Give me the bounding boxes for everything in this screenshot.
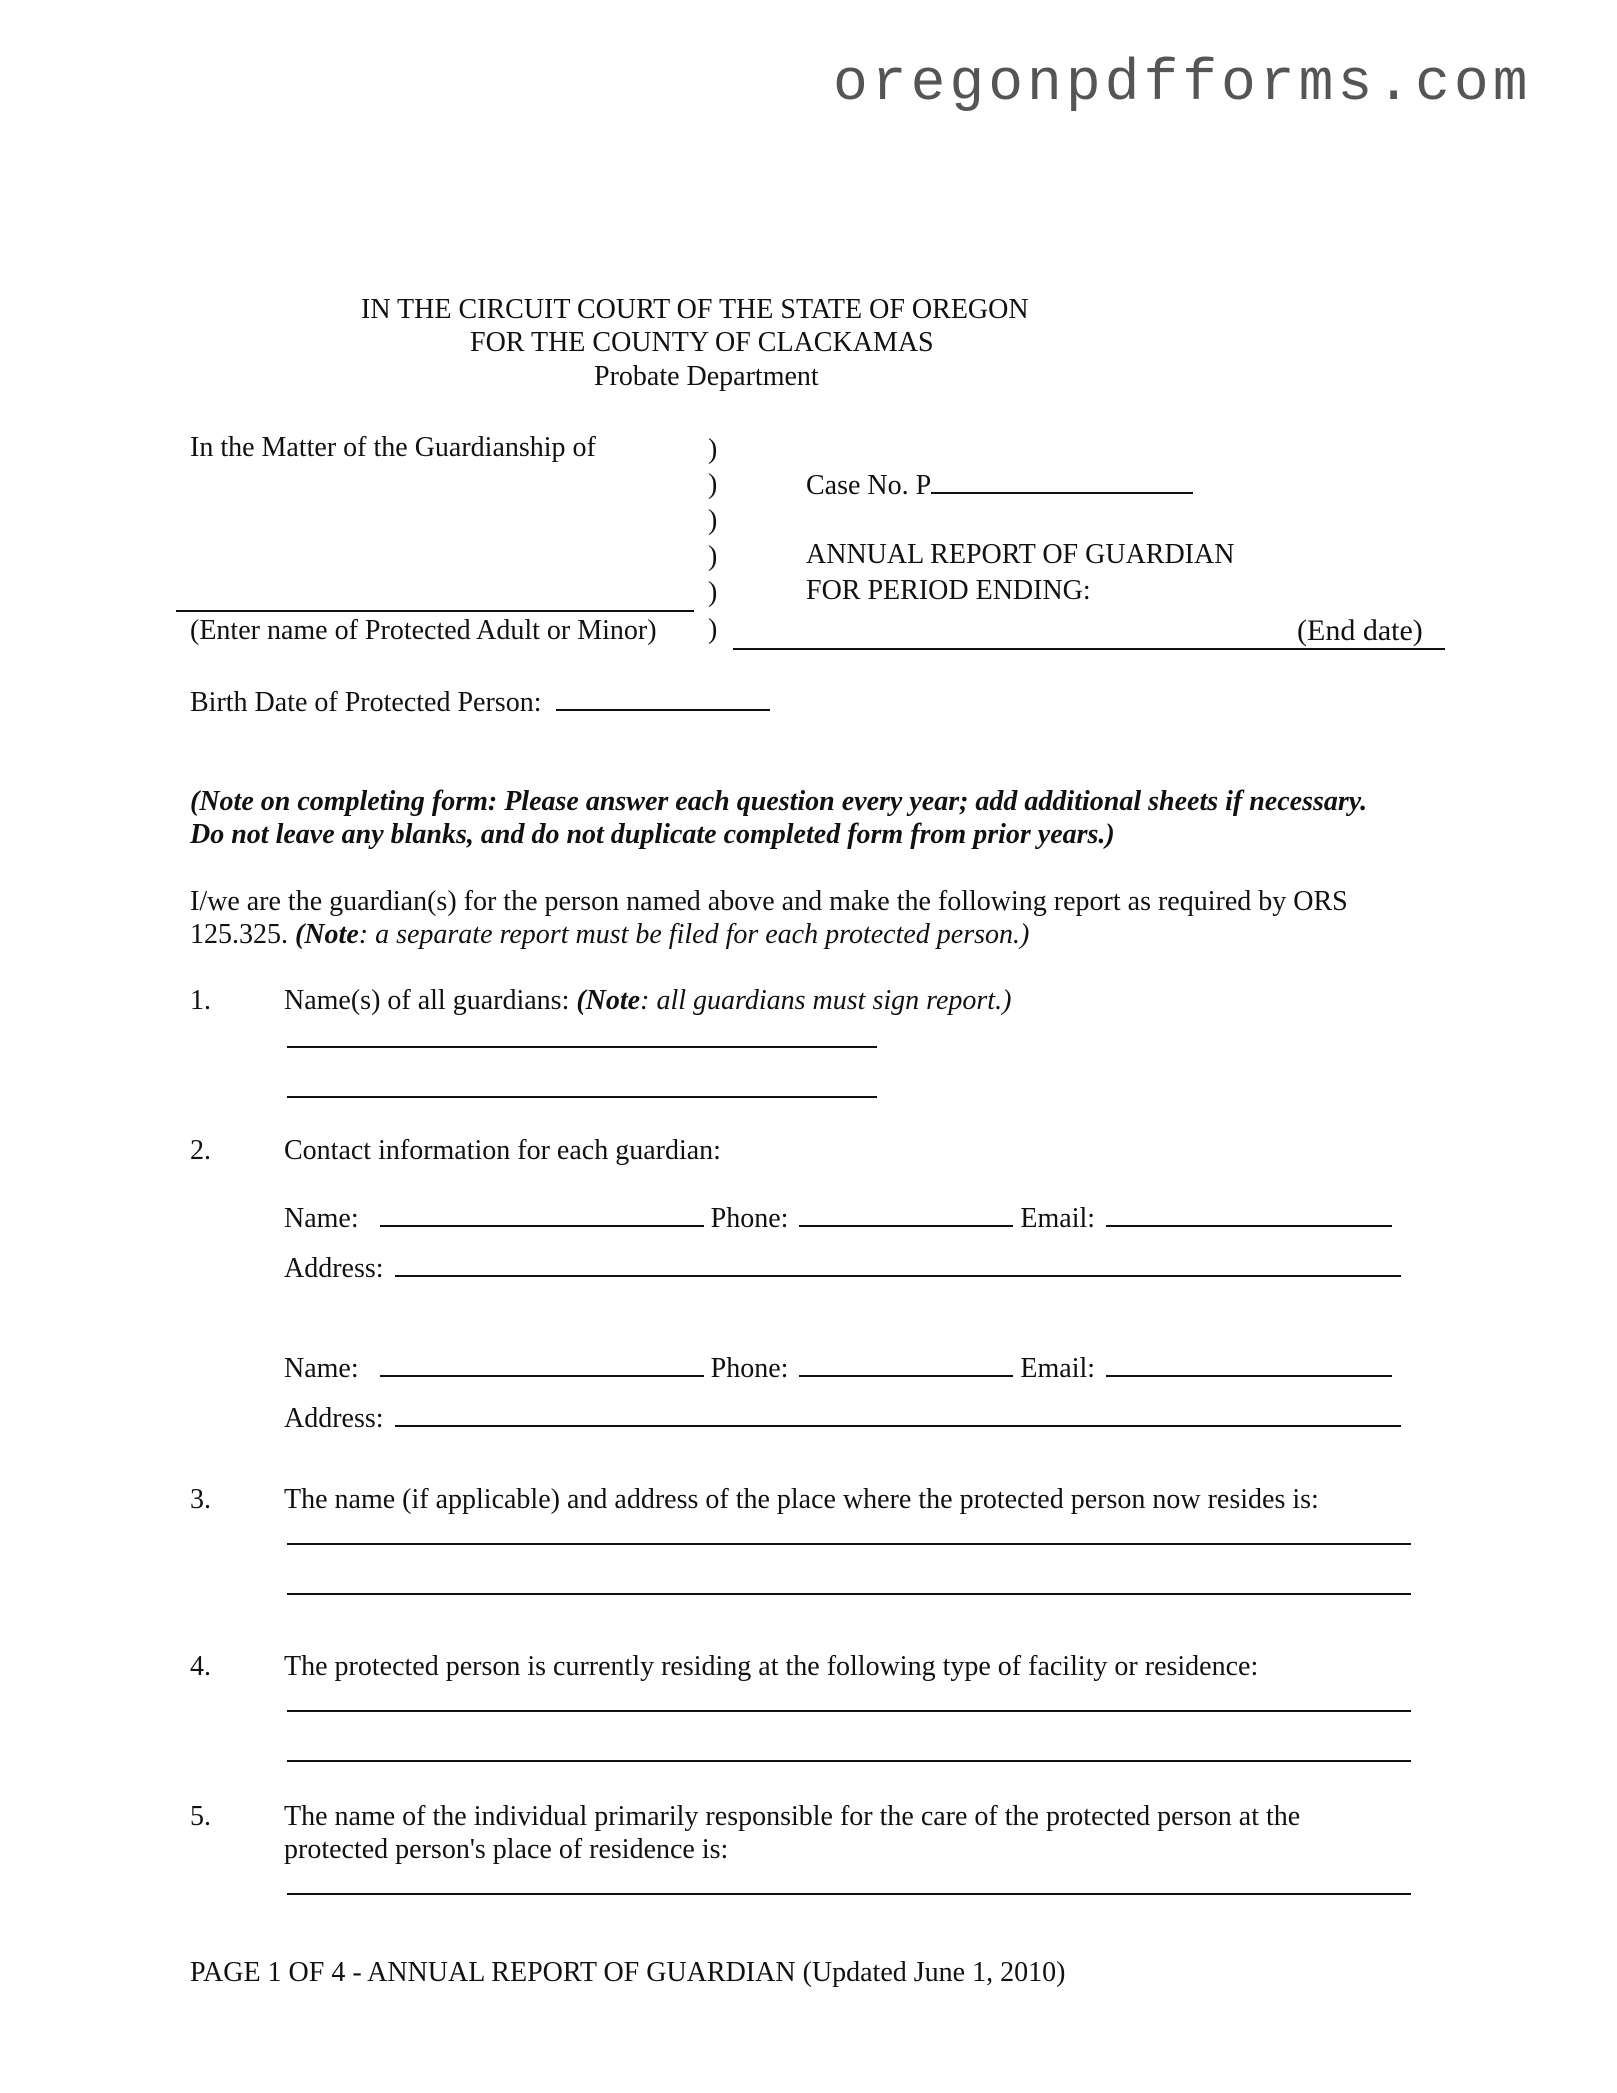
intro-line2 [190, 919, 1029, 951]
item5-question-line2: protected person's place of residence is: [284, 1834, 729, 1865]
guardian2-name-field[interactable] [380, 1351, 704, 1377]
caption-paren: ) [708, 577, 718, 608]
caption-paren: ) [708, 505, 718, 536]
item5-question-line1: The name of the individual primarily responsible for the care of the protected person at the [284, 1801, 1301, 1832]
intro-note-text: : a separate report must be filed for each protected person.) [358, 919, 1030, 950]
caption-paren: ) [708, 614, 718, 645]
item-number: 1. [190, 985, 211, 1016]
phone-label: Phone: [710, 1353, 789, 1384]
residence-type-field[interactable] [287, 1760, 1411, 1762]
court-header-line2: FOR THE COUNTY OF CLACKAMAS [470, 327, 934, 358]
case-number-field[interactable] [931, 468, 1193, 494]
name-label: Name: [284, 1353, 359, 1384]
item1-note-text: : all guardians must sign report.) [640, 985, 1012, 1016]
guardian2-address-row [284, 1401, 1401, 1435]
birth-date-label: Birth Date of Protected Person: [190, 687, 542, 718]
guardian1-name-field[interactable] [380, 1201, 704, 1227]
guardian2-email-field[interactable] [1106, 1351, 1392, 1377]
end-date-hint: (End date) [1297, 614, 1423, 647]
item3-question: The name (if applicable) and address of the place where the protected person now resides is: [284, 1484, 1319, 1515]
birth-date-field[interactable] [556, 685, 770, 711]
intro-line1: I/we are the guardian(s) for the person named above and make the following report as required by ORS [190, 886, 1348, 917]
residence-type-field[interactable] [287, 1710, 1411, 1712]
end-date-field[interactable] [733, 648, 1445, 650]
item-number: 2. [190, 1135, 211, 1166]
report-title-line1: ANNUAL REPORT OF GUARDIAN [806, 539, 1235, 570]
email-label: Email: [1020, 1203, 1096, 1234]
address-label: Address: [284, 1253, 384, 1284]
watermark: oregonpdfforms.com [833, 52, 1532, 117]
guardian1-email-field[interactable] [1106, 1201, 1392, 1227]
guardian1-phone-field[interactable] [799, 1201, 1013, 1227]
residence-address-field[interactable] [287, 1593, 1411, 1595]
page-footer: PAGE 1 OF 4 - ANNUAL REPORT OF GUARDIAN (Updated June 1, 2010) [190, 1957, 1066, 1988]
item1-note-label: (Note [576, 985, 641, 1016]
item1-question [284, 985, 1011, 1017]
item1-text: Name(s) of all guardians: [284, 985, 577, 1016]
item-number: 4. [190, 1651, 211, 1682]
item4-question: The protected person is currently residing at the following type of facility or residence: [284, 1651, 1259, 1682]
matter-label: In the Matter of the Guardianship of [190, 432, 596, 463]
case-number-label [806, 468, 1193, 502]
item-number: 3. [190, 1484, 211, 1515]
name-label: Name: [284, 1203, 359, 1234]
guardian2-contact-row [284, 1351, 1392, 1385]
guardian-name-field[interactable] [287, 1096, 877, 1098]
birth-date-row [190, 685, 770, 719]
note-line1: (Note on completing form: Please answer each question every year; add additional sheets if necessary. [190, 786, 1368, 817]
residence-address-field[interactable] [287, 1543, 1411, 1545]
caption-paren: ) [708, 434, 718, 465]
address-label: Address: [284, 1403, 384, 1434]
caption-paren: ) [708, 469, 718, 500]
caregiver-name-field[interactable] [287, 1893, 1411, 1895]
report-title-line2: FOR PERIOD ENDING: [806, 575, 1091, 606]
guardian2-address-field[interactable] [395, 1401, 1401, 1427]
note-line2: Do not leave any blanks, and do not duplicate completed form from prior years.) [190, 819, 1115, 850]
caption-paren: ) [708, 541, 718, 572]
item2-question: Contact information for each guardian: [284, 1135, 721, 1166]
protected-person-name-field[interactable] [176, 610, 694, 612]
guardian1-address-row [284, 1251, 1401, 1285]
guardian2-phone-field[interactable] [799, 1351, 1013, 1377]
intro-note-label: (Note [295, 919, 359, 950]
guardian1-contact-row [284, 1201, 1392, 1235]
court-header-line3: Probate Department [594, 361, 819, 392]
phone-label: Phone: [710, 1203, 789, 1234]
email-label: Email: [1020, 1353, 1096, 1384]
protected-person-name-hint: (Enter name of Protected Adult or Minor) [190, 615, 657, 646]
court-header-line1: IN THE CIRCUIT COURT OF THE STATE OF OREGON [361, 294, 1029, 325]
intro-ors-ref: 125.325. [190, 919, 295, 950]
guardian1-address-field[interactable] [395, 1251, 1401, 1277]
item-number: 5. [190, 1801, 211, 1832]
case-number-text: Case No. P [806, 470, 932, 501]
guardian-name-field[interactable] [287, 1046, 877, 1048]
